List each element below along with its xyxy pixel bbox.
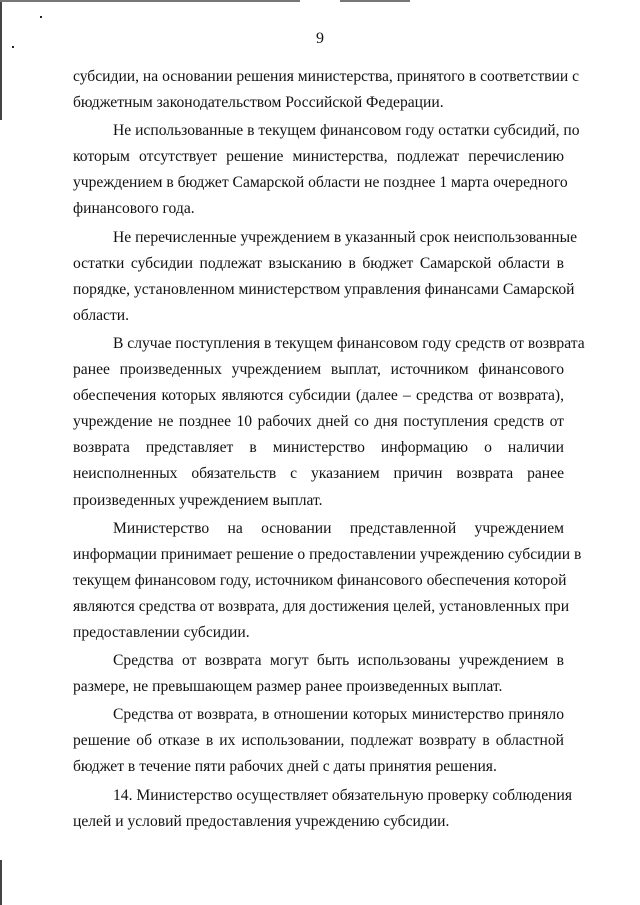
scan-edge — [0, 0, 300, 2]
text-line: бюджет в течение пяти рабочих дней с даты принятия решения. — [73, 758, 497, 776]
paragraph — [73, 64, 580, 116]
text-line: Средства от возврата могут быть использованы учреждением в — [113, 652, 564, 670]
text-line: предоставлении субсидии. — [73, 623, 250, 641]
text-line: 14. Министерство осуществляет обязательную проверку соблюдения — [113, 786, 573, 804]
text-line: решение об отказе в их использовании, подлежат возврату в областной — [73, 732, 564, 750]
text-line: остатки субсидии подлежат взысканию в бюджет Самарской области в — [73, 254, 564, 272]
text-line: Не перечисленные учреждением в указанный срок неиспользованные — [113, 228, 578, 246]
text-line: которым отсутствует решение министерства, подлежат перечислению — [73, 148, 564, 166]
text-line: произведенных учреждением выплат. — [73, 491, 323, 509]
text-line: текущем финансовом году, источником финансового обеспечения которой — [73, 571, 567, 589]
text-line: информации принимает решение о предоставлении учреждению субсидии в — [73, 545, 582, 563]
document-body — [73, 64, 585, 837]
text-line: ранее произведенных учреждением выплат, источником финансового — [73, 361, 564, 379]
text-line: являются средства от возврата, для достижения целей, установленных при — [73, 597, 570, 615]
text-line: учреждением в бюджет Самарской области не позднее 1 марта очередного — [73, 174, 568, 192]
text-line: возврата представляет в министерство информацию о наличии — [73, 439, 564, 457]
scan-speck — [40, 16, 42, 18]
text-line: порядке, установленном министерством управления финансами Самарской — [73, 280, 575, 298]
paragraph — [73, 783, 573, 835]
paragraph — [73, 516, 582, 646]
page-number: 9 — [316, 30, 324, 47]
text-line: обеспечения которых являются субсидии (далее – средства от возврата), — [73, 387, 564, 405]
text-line: Министерство на основании представленной учреждением — [113, 519, 564, 537]
text-line: бюджетным законодательством Российской Федерации. — [73, 94, 444, 112]
text-line: неисполненных обязательств с указанием причин возврата ранее — [73, 465, 564, 483]
paragraph — [73, 225, 578, 329]
text-line: Не использованные в текущем финансовом году остатки субсидий, по — [113, 122, 580, 140]
paragraph — [73, 331, 585, 514]
scan-edge — [340, 0, 410, 2]
text-line: финансового года. — [73, 200, 195, 218]
text-line: области. — [73, 306, 130, 324]
scan-edge — [0, 0, 2, 120]
scan-edge — [0, 860, 2, 905]
text-line: субсидии, на основании решения министерства, принятого в соответствии с — [73, 68, 580, 85]
text-line: Средства от возврата, в отношении которых министерство приняло — [113, 706, 564, 724]
paragraph — [73, 648, 564, 700]
paragraph — [73, 702, 564, 780]
paragraph — [73, 118, 580, 222]
text-line: учреждение не позднее 10 рабочих дней со дня поступления средств от — [73, 413, 564, 431]
text-line: В случае поступления в текущем финансовом году средств от возврата — [113, 334, 585, 352]
text-line: целей и условий предоставления учреждению субсидии. — [73, 812, 450, 830]
text-line: размере, не превышающем размер ранее произведенных выплат. — [73, 678, 503, 696]
